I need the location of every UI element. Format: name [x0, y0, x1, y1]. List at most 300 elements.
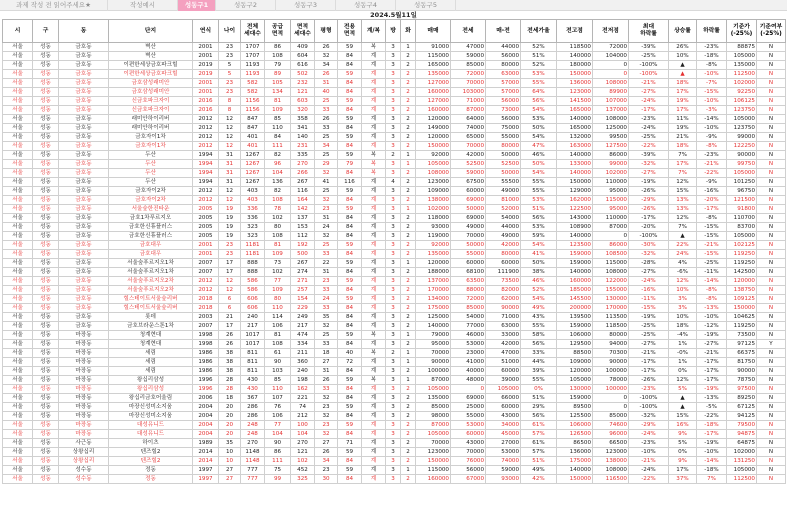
table-cell[interactable]: 15% — [669, 187, 697, 196]
table-cell[interactable]: 0% — [669, 448, 697, 457]
table-cell[interactable]: N — [757, 223, 786, 232]
table-cell[interactable]: -10% — [697, 124, 727, 133]
table-cell[interactable]: 150000 — [557, 70, 593, 79]
table-cell[interactable]: 60000 — [486, 367, 521, 376]
table-cell[interactable]: 112 — [291, 232, 315, 241]
table-cell[interactable]: 계 — [362, 88, 386, 97]
table-cell[interactable]: 3 — [386, 70, 401, 79]
table-cell[interactable]: 서울숲푸르지오2차 — [109, 277, 193, 286]
table-cell[interactable]: 성동 — [33, 178, 59, 187]
table-cell[interactable]: 105000 — [416, 160, 451, 169]
table-cell[interactable]: 110000 — [593, 178, 629, 187]
table-cell[interactable]: 59 — [338, 448, 362, 457]
table-cell[interactable]: 3 — [386, 214, 401, 223]
table-cell[interactable]: N — [757, 214, 786, 223]
table-cell[interactable]: 43000 — [486, 412, 521, 421]
table-cell[interactable]: 1986 — [193, 349, 219, 358]
table-cell[interactable]: 금호대우 — [109, 241, 193, 250]
table-cell[interactable]: 100000 — [416, 367, 451, 376]
table-cell[interactable]: 20 — [219, 403, 241, 412]
table-cell[interactable]: 금호동 — [59, 196, 109, 205]
table-cell[interactable]: ▲ — [669, 232, 697, 241]
table-cell[interactable]: 서울숲푸르지오1차 — [109, 268, 193, 277]
table-cell[interactable]: 계 — [362, 61, 386, 70]
table-cell[interactable]: 56% — [521, 214, 557, 223]
table-cell[interactable]: 22 — [315, 259, 338, 268]
table-cell[interactable]: N — [757, 187, 786, 196]
table-cell[interactable]: 2 — [401, 403, 416, 412]
table-cell[interactable]: 1998 — [193, 340, 219, 349]
table-cell[interactable]: 2 — [386, 151, 401, 160]
table-cell[interactable]: 마장동 — [59, 385, 109, 394]
table-cell[interactable]: 3 — [386, 241, 401, 250]
table-cell[interactable]: 86000 — [593, 151, 629, 160]
table-cell[interactable]: 2 — [401, 277, 416, 286]
table-cell[interactable]: 3 — [386, 376, 401, 385]
table-cell[interactable]: 79 — [265, 61, 291, 70]
table-cell[interactable]: 서울 — [3, 160, 33, 169]
table-cell[interactable]: -20% — [629, 223, 669, 232]
table-cell[interactable]: 성동 — [33, 286, 59, 295]
table-cell[interactable]: -18% — [697, 52, 727, 61]
table-cell[interactable]: 120000 — [557, 367, 593, 376]
table-cell[interactable]: 108000 — [593, 79, 629, 88]
table-cell[interactable]: 4 — [386, 178, 401, 187]
table-cell[interactable]: -19% — [629, 313, 669, 322]
table-cell[interactable]: 성동 — [33, 214, 59, 223]
table-cell[interactable]: 334 — [291, 340, 315, 349]
table-cell[interactable]: 53% — [521, 70, 557, 79]
table-cell[interactable]: 123750 — [727, 106, 757, 115]
table-cell[interactable]: 2 — [401, 187, 416, 196]
table-cell[interactable]: 110000 — [593, 214, 629, 223]
table-cell[interactable]: 0% — [521, 385, 557, 394]
table-cell[interactable]: 360 — [291, 358, 315, 367]
table-cell[interactable]: 3 — [386, 115, 401, 124]
table-cell[interactable]: 134000 — [416, 295, 451, 304]
table-cell[interactable]: 102000 — [727, 79, 757, 88]
table-cell[interactable]: 270 — [241, 439, 265, 448]
table-cell[interactable]: -19% — [697, 439, 727, 448]
table-cell[interactable]: 3 — [386, 124, 401, 133]
table-cell[interactable]: 계 — [362, 268, 386, 277]
table-cell[interactable]: 3 — [386, 133, 401, 142]
table-cell[interactable]: 125500 — [557, 412, 593, 421]
table-cell[interactable]: 136000 — [557, 448, 593, 457]
table-cell[interactable]: 마장동 — [59, 430, 109, 439]
table-cell[interactable]: 45000 — [486, 430, 521, 439]
table-cell[interactable]: 229 — [291, 304, 315, 313]
table-cell[interactable]: -15% — [697, 250, 727, 259]
table-cell[interactable]: 888 — [241, 268, 265, 277]
table-cell[interactable]: 서울 — [3, 241, 33, 250]
table-cell[interactable]: 2001 — [193, 79, 219, 88]
table-cell[interactable]: 2 — [401, 52, 416, 61]
table-cell[interactable]: 88000 — [451, 286, 486, 295]
table-cell[interactable]: 성동 — [33, 376, 59, 385]
table-cell[interactable]: 115000 — [416, 52, 451, 61]
table-cell[interactable]: N — [757, 79, 786, 88]
table-cell[interactable]: 17% — [669, 466, 697, 475]
table-cell[interactable]: 119250 — [727, 250, 757, 259]
table-cell[interactable]: 56% — [521, 340, 557, 349]
table-cell[interactable]: 서울 — [3, 457, 33, 466]
table-cell[interactable]: -25% — [697, 259, 727, 268]
table-cell[interactable]: 2006 — [193, 394, 219, 403]
table-cell[interactable]: 111900 — [486, 268, 521, 277]
table-cell[interactable]: 2012 — [193, 277, 219, 286]
table-cell[interactable]: 60000 — [486, 403, 521, 412]
table-cell[interactable]: 서울 — [3, 475, 33, 484]
table-cell[interactable]: 2012 — [193, 133, 219, 142]
table-cell[interactable]: 2 — [401, 241, 416, 250]
table-cell[interactable]: 서울 — [3, 268, 33, 277]
table-cell[interactable]: 0% — [669, 367, 697, 376]
table-cell[interactable]: 계 — [362, 250, 386, 259]
table-cell[interactable]: 18% — [669, 322, 697, 331]
table-cell[interactable]: 금호동 — [59, 97, 109, 106]
table-cell[interactable]: 2001 — [193, 88, 219, 97]
table-cell[interactable]: 대성유니드 — [109, 421, 193, 430]
table-cell[interactable]: 85000 — [593, 412, 629, 421]
table-cell[interactable]: 92000 — [416, 151, 451, 160]
table-cell[interactable]: 66500 — [593, 439, 629, 448]
table-cell[interactable]: 28 — [219, 376, 241, 385]
table-cell[interactable]: 서울 — [3, 133, 33, 142]
table-cell[interactable]: 1997 — [193, 466, 219, 475]
table-cell[interactable]: N — [757, 88, 786, 97]
table-cell[interactable]: 64000 — [451, 115, 486, 124]
table-cell[interactable]: 87000 — [451, 106, 486, 115]
table-cell[interactable]: -21% — [629, 349, 669, 358]
table-cell[interactable]: 성동 — [33, 421, 59, 430]
table-cell[interactable]: 금호동 — [59, 169, 109, 178]
table-cell[interactable]: 70000 — [416, 439, 451, 448]
table-cell[interactable]: 5% — [669, 385, 697, 394]
table-cell[interactable]: 7% — [669, 151, 697, 160]
table-cell[interactable]: 257 — [291, 286, 315, 295]
table-cell[interactable]: 3 — [386, 277, 401, 286]
table-cell[interactable]: 270 — [291, 160, 315, 169]
table-cell[interactable]: 93000 — [416, 223, 451, 232]
table-cell[interactable]: -24% — [629, 97, 669, 106]
table-cell[interactable]: 계 — [362, 178, 386, 187]
table-cell[interactable]: 청계현대 — [109, 340, 193, 349]
table-cell[interactable]: 2014 — [193, 457, 219, 466]
table-cell[interactable]: 63500 — [451, 277, 486, 286]
table-cell[interactable]: 26 — [315, 448, 338, 457]
table-cell[interactable]: 복 — [362, 331, 386, 340]
table-cell[interactable]: 83700 — [727, 223, 757, 232]
table-cell[interactable]: N — [757, 322, 786, 331]
table-cell[interactable]: 마장신성미소지움 — [109, 412, 193, 421]
table-cell[interactable]: 133000 — [557, 160, 593, 169]
table-cell[interactable]: 20 — [219, 421, 241, 430]
table-cell[interactable]: 세림 — [109, 349, 193, 358]
table-cell[interactable]: 왕십리금호어울림 — [109, 394, 193, 403]
table-cell[interactable]: 115000 — [593, 259, 629, 268]
table-cell[interactable]: N — [757, 439, 786, 448]
table-cell[interactable]: 3% — [669, 295, 697, 304]
table-cell[interactable]: 249 — [291, 313, 315, 322]
table-cell[interactable]: 84 — [338, 367, 362, 376]
table-cell[interactable]: N — [757, 412, 786, 421]
table-cell[interactable]: N — [757, 457, 786, 466]
table-cell[interactable]: 복 — [362, 160, 386, 169]
table-cell[interactable]: 138000 — [593, 457, 629, 466]
table-cell[interactable]: 1997 — [193, 475, 219, 484]
table-cell[interactable]: 24 — [315, 295, 338, 304]
table-cell[interactable]: 74000 — [451, 124, 486, 133]
table-cell[interactable]: 계 — [362, 79, 386, 88]
table-cell[interactable]: 138750 — [727, 286, 757, 295]
table-cell[interactable]: 서울 — [3, 295, 33, 304]
table-cell[interactable]: 54000 — [451, 313, 486, 322]
table-cell[interactable]: N — [757, 430, 786, 439]
table-cell[interactable]: 10% — [669, 52, 697, 61]
table-cell[interactable]: 57% — [521, 430, 557, 439]
table-cell[interactable]: 금호동 — [59, 70, 109, 79]
table-cell[interactable]: 서울 — [3, 421, 33, 430]
table-cell[interactable]: 금호동 — [59, 214, 109, 223]
table-cell[interactable]: 160000 — [416, 106, 451, 115]
table-cell[interactable]: 서울 — [3, 169, 33, 178]
table-cell[interactable]: 1994 — [193, 151, 219, 160]
table-cell[interactable]: N — [757, 196, 786, 205]
table-cell[interactable]: 138000 — [416, 196, 451, 205]
table-cell[interactable]: 1994 — [193, 169, 219, 178]
table-cell[interactable]: 71 — [338, 439, 362, 448]
table-cell[interactable]: 래미안하이리버 — [109, 124, 193, 133]
table-cell[interactable]: 성동 — [33, 241, 59, 250]
table-cell[interactable]: 62000 — [486, 295, 521, 304]
table-cell[interactable]: 금호삼성래미안 — [109, 88, 193, 97]
table-cell[interactable]: 10% — [669, 313, 697, 322]
table-cell[interactable]: 92250 — [727, 88, 757, 97]
sheet-tab-5[interactable]: 성동구4 — [336, 0, 396, 11]
table-cell[interactable]: 서울 — [3, 79, 33, 88]
table-cell[interactable]: 0 — [593, 403, 629, 412]
table-cell[interactable]: 벽산 — [109, 52, 193, 61]
table-cell[interactable]: 77000 — [451, 322, 486, 331]
table-cell[interactable]: 복 — [362, 169, 386, 178]
table-cell[interactable]: 105000 — [727, 115, 757, 124]
table-cell[interactable]: 586 — [241, 286, 265, 295]
table-cell[interactable]: 175000 — [416, 304, 451, 313]
table-cell[interactable]: 108 — [265, 340, 291, 349]
table-cell[interactable]: -24% — [629, 124, 669, 133]
table-cell[interactable]: 2018 — [193, 304, 219, 313]
table-cell[interactable]: 777 — [241, 475, 265, 484]
table-cell[interactable]: N — [757, 466, 786, 475]
table-cell[interactable]: N — [757, 403, 786, 412]
table-cell[interactable]: N — [757, 304, 786, 313]
table-cell[interactable]: 3 — [386, 295, 401, 304]
table-cell[interactable]: 104 — [265, 430, 291, 439]
table-cell[interactable]: 금호동 — [59, 106, 109, 115]
table-cell[interactable]: 12 — [219, 187, 241, 196]
table-cell[interactable]: 성동 — [33, 430, 59, 439]
table-cell[interactable]: 75 — [265, 466, 291, 475]
table-cell[interactable]: 140000 — [557, 115, 593, 124]
table-cell[interactable]: 정동 — [109, 475, 193, 484]
table-cell[interactable]: 2 — [386, 349, 401, 358]
sheet-tab-4[interactable]: 성동구3 — [276, 0, 336, 11]
table-cell[interactable]: 3 — [386, 466, 401, 475]
table-cell[interactable]: 3 — [386, 187, 401, 196]
table-cell[interactable]: 계 — [362, 340, 386, 349]
table-cell[interactable]: 33 — [315, 106, 338, 115]
table-cell[interactable]: 221 — [291, 394, 315, 403]
table-cell[interactable]: 84 — [338, 196, 362, 205]
table-cell[interactable]: 23 — [315, 466, 338, 475]
table-cell[interactable]: 서울숲한진타운 — [109, 205, 193, 214]
table-cell[interactable]: -16% — [697, 187, 727, 196]
table-cell[interactable]: 150000 — [557, 178, 593, 187]
table-cell[interactable]: 127000 — [416, 79, 451, 88]
table-cell[interactable]: 서울 — [3, 259, 33, 268]
table-cell[interactable]: 이편한세상금호파크힐 — [109, 70, 193, 79]
table-cell[interactable]: 118000 — [416, 214, 451, 223]
table-cell[interactable]: 26 — [315, 376, 338, 385]
table-cell[interactable]: 240 — [241, 313, 265, 322]
table-cell[interactable]: 185000 — [557, 286, 593, 295]
table-cell[interactable]: 3 — [386, 322, 401, 331]
table-cell[interactable]: 성동 — [33, 466, 59, 475]
table-cell[interactable]: 192 — [291, 241, 315, 250]
table-cell[interactable]: -15% — [697, 232, 727, 241]
table-cell[interactable]: 12 — [219, 196, 241, 205]
table-cell[interactable]: 33 — [315, 340, 338, 349]
table-cell[interactable]: 33 — [315, 286, 338, 295]
table-cell[interactable]: 42% — [521, 475, 557, 484]
table-cell[interactable]: 3 — [386, 169, 401, 178]
table-cell[interactable]: 성동 — [33, 439, 59, 448]
table-cell[interactable]: 430 — [241, 385, 265, 394]
table-cell[interactable]: 서울 — [3, 340, 33, 349]
table-cell[interactable]: 100000 — [593, 385, 629, 394]
table-cell[interactable]: 3 — [386, 412, 401, 421]
table-cell[interactable]: 84 — [338, 322, 362, 331]
table-cell[interactable]: 금호동 — [59, 187, 109, 196]
table-cell[interactable]: 240 — [291, 367, 315, 376]
table-cell[interactable]: 87000 — [593, 223, 629, 232]
table-cell[interactable]: 56000 — [451, 466, 486, 475]
table-cell[interactable]: 59 — [338, 295, 362, 304]
table-cell[interactable]: -27% — [629, 169, 669, 178]
table-cell[interactable]: 23 — [219, 250, 241, 259]
table-cell[interactable]: 84 — [338, 169, 362, 178]
table-cell[interactable]: 121500 — [727, 196, 757, 205]
table-cell[interactable]: N — [757, 52, 786, 61]
table-cell[interactable]: 99 — [265, 475, 291, 484]
table-cell[interactable]: 성동 — [33, 124, 59, 133]
table-cell[interactable]: 51% — [521, 52, 557, 61]
table-cell[interactable]: 대성유니드 — [109, 430, 193, 439]
table-cell[interactable]: 1 — [401, 376, 416, 385]
table-cell[interactable]: 롯데 — [109, 313, 193, 322]
table-cell[interactable]: -10% — [629, 448, 669, 457]
table-cell[interactable]: 267 — [291, 178, 315, 187]
table-cell[interactable]: 211 — [291, 349, 315, 358]
table-cell[interactable]: 401 — [241, 142, 265, 151]
table-cell[interactable]: 34000 — [486, 421, 521, 430]
table-cell[interactable]: 32 — [315, 394, 338, 403]
table-cell[interactable]: -29% — [629, 421, 669, 430]
table-cell[interactable]: 서울 — [3, 142, 33, 151]
table-cell[interactable]: 51% — [521, 205, 557, 214]
table-cell[interactable]: 2004 — [193, 412, 219, 421]
table-cell[interactable]: 60000 — [486, 259, 521, 268]
table-cell[interactable]: 23 — [219, 241, 241, 250]
table-cell[interactable]: 18 — [219, 394, 241, 403]
table-cell[interactable]: 20 — [219, 430, 241, 439]
table-cell[interactable]: 120000 — [416, 259, 451, 268]
table-cell[interactable]: 30 — [315, 475, 338, 484]
table-cell[interactable]: 33 — [315, 250, 338, 259]
table-cell[interactable]: 59000 — [451, 52, 486, 61]
table-cell[interactable]: 10% — [669, 286, 697, 295]
table-cell[interactable]: 3 — [386, 457, 401, 466]
table-cell[interactable]: 금호동 — [59, 295, 109, 304]
table-cell[interactable]: 84 — [338, 268, 362, 277]
table-cell[interactable]: -30% — [629, 241, 669, 250]
table-cell[interactable]: 84 — [338, 79, 362, 88]
table-cell[interactable]: 130000 — [593, 295, 629, 304]
table-cell[interactable]: 160000 — [557, 277, 593, 286]
table-cell[interactable]: -13% — [697, 394, 727, 403]
table-cell[interactable]: -9% — [697, 178, 727, 187]
table-cell[interactable]: 성동 — [33, 358, 59, 367]
table-cell[interactable]: 0 — [451, 385, 486, 394]
table-cell[interactable]: 복 — [362, 151, 386, 160]
table-cell[interactable]: 계 — [362, 304, 386, 313]
table-cell[interactable]: -22% — [629, 475, 669, 484]
table-cell[interactable]: 15% — [669, 412, 697, 421]
table-cell[interactable]: -11% — [697, 268, 727, 277]
table-cell[interactable]: 84 — [338, 286, 362, 295]
table-cell[interactable]: 188000 — [416, 268, 451, 277]
table-cell[interactable]: 81750 — [727, 358, 757, 367]
table-cell[interactable]: 150000 — [416, 457, 451, 466]
table-cell[interactable]: N — [757, 250, 786, 259]
table-cell[interactable]: 32 — [315, 430, 338, 439]
table-cell[interactable]: 60000 — [451, 259, 486, 268]
table-cell[interactable]: 마장동 — [59, 340, 109, 349]
table-cell[interactable]: 1017 — [241, 331, 265, 340]
table-cell[interactable]: 97125 — [727, 340, 757, 349]
table-cell[interactable]: 102000 — [727, 448, 757, 457]
table-cell[interactable]: 39% — [521, 367, 557, 376]
table-cell[interactable]: 59 — [338, 205, 362, 214]
table-cell[interactable]: 122250 — [727, 142, 757, 151]
table-cell[interactable]: 2003 — [193, 313, 219, 322]
table-cell[interactable]: 1017 — [241, 340, 265, 349]
table-cell[interactable]: -25% — [629, 322, 669, 331]
table-cell[interactable]: 53% — [521, 223, 557, 232]
table-cell[interactable]: 3 — [386, 160, 401, 169]
table-cell[interactable]: 89900 — [593, 88, 629, 97]
table-cell[interactable]: 마장동 — [59, 331, 109, 340]
table-cell[interactable]: 104000 — [593, 52, 629, 61]
table-cell[interactable]: 17 — [219, 268, 241, 277]
table-cell[interactable]: 55% — [521, 322, 557, 331]
table-cell[interactable]: 2 — [401, 304, 416, 313]
table-cell[interactable]: 100000 — [593, 367, 629, 376]
table-cell[interactable]: 서울 — [3, 205, 33, 214]
table-cell[interactable]: 7% — [697, 475, 727, 484]
table-cell[interactable]: N — [757, 124, 786, 133]
